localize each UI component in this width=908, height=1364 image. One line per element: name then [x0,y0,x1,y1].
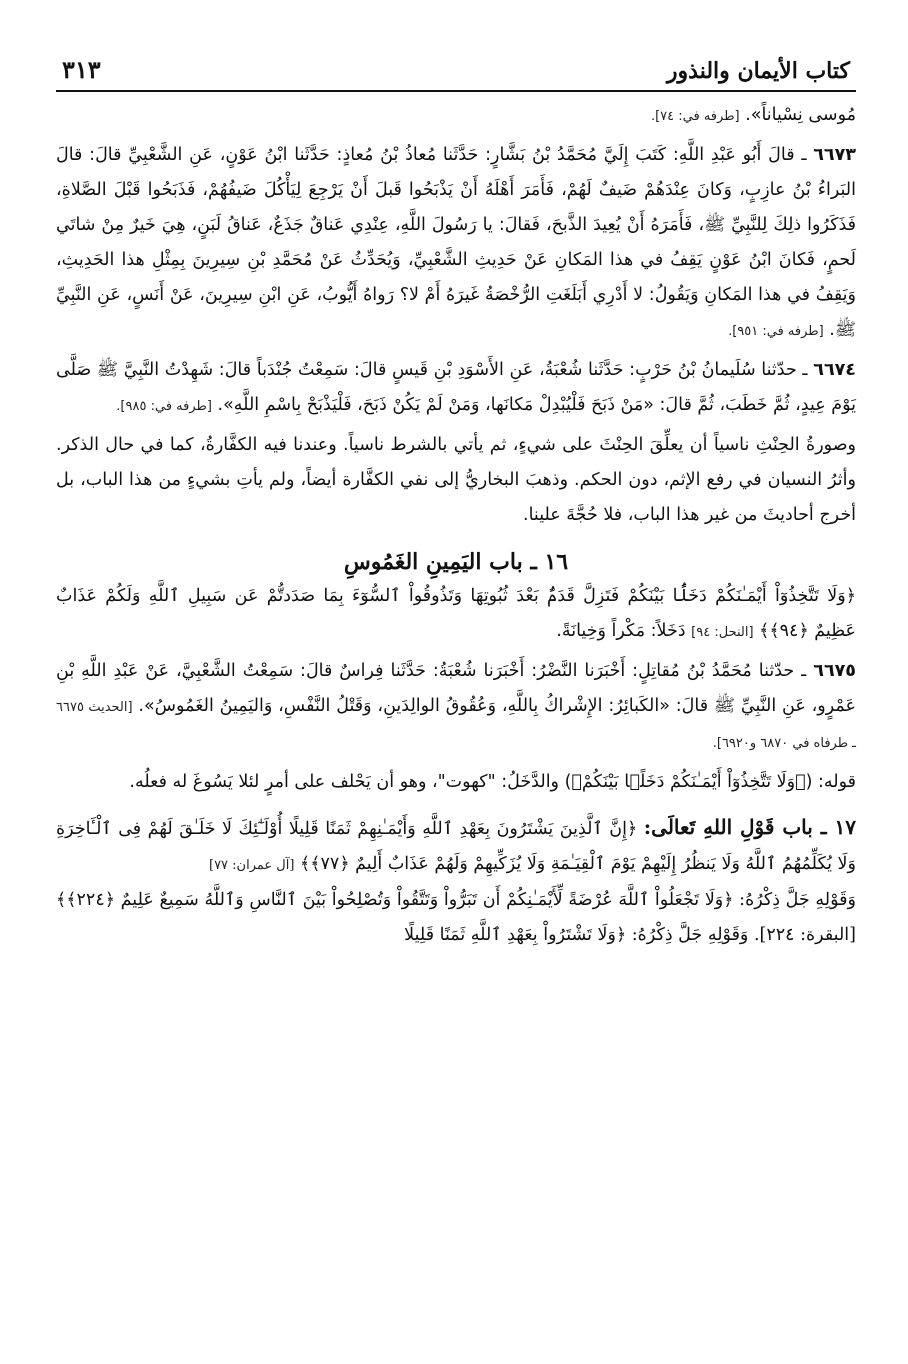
chapter-continuation [56,883,856,953]
page-header [56,40,856,92]
chapter-heading: ١٦ ـ باب اليَمِينِ الغَمُوسِ [343,549,569,575]
commentary-paragraph: قوله: (﴿وَلَا تَتَّخِذُوٓاْ أَيْمَـٰنَكُمْ دَخَلًۢا بَيْنَكُمْ﴾) والدَّخَلُ: "كهوت"، وهو أن يَحْلف على أمرٍ لئلا يَسُوغَ له فعلُه. [129,772,856,792]
commentary-paragraph: وصورةُ الحِنْثِ ناسياً أن يعلِّقَ الحِنْثَ على شيءٍ، ثم يأتي بالشرط ناسياً. وعندنا فيه الكفَّارةُ، كما في حال الذكر. وأثرُ النسيان في رفع الإثم، دون الحكم. وذهبَ البخاريُّ إلى نفي الكفَّارة أيضاً، ولم يأتِ بشيءٍ من هذا الباب، بل أخرج أحاديثَ من غير هذا الباب، فلا حُجَّةَ علينا. [56,435,856,525]
book-page [56,40,856,1350]
chapter-heading: ١٧ ـ باب قَوْلِ اللهِ تَعالَى: [643,815,856,839]
hadith-number: ٦٦٧٥ [813,661,856,681]
hadith-number: ٦٦٧٣ [813,145,856,165]
hadith-6675 [56,654,856,761]
cross-reference: [طرفه في: ٩٨٥]. [116,399,212,414]
quran-verse: ﴿وَلَا تَتَّخِذُوٓاْ أَيْمَـٰنَكُمْ دَخَلًۢا بَيْنَكُمْ فَتَزِلَّ قَدَمٌۢ بَعْدَ ثُبُوتِهَا وَتَذُوقُواْ ٱلسُّوٓءَ بِمَا صَدَدتُّمْ عَن سَبِيلِ ٱللَّهِ وَلَكُمْ عَذَابٌ عَظِيمٌ ﴿٩٤﴾﴾ [56,586,856,641]
verse-reference: [النحل: ٩٤] [691,625,754,640]
quran-verse-continuation: وَقَوْلِهِ جَلَّ ذِكْرُهُ: ﴿وَلَا تَجْعَلُواْ ٱللَّهَ عُرْضَةً لِّأَيْمَـٰنِكُمْ أَن تَبَرُّواْ وَتَتَّقُواْ وَتُصْلِحُواْ بَيْنَ ٱلنَّاسِ وَٱللَّهُ سَمِيعٌ عَلِيمٌ ﴿٢٢٤﴾﴾ [البقرة: ٢٢٤]. وَقَوْلِهِ جَلَّ ذِكْرُهُ: ﴿وَلَا تَشْتَرُواْ بِعَهْدِ ٱللَّهِ ثَمَنًا قَلِيلًا [56,890,856,945]
cross-reference: [طرفه في: ٧٤]. [650,109,740,124]
verse-reference: [آل عمران: ٧٧] [208,858,295,873]
continuation-text: مُوسى نِسْياناً». [745,105,856,125]
hadith-6674 [56,353,856,424]
page-number: ٣١٣ [62,55,101,84]
cross-reference: [طرفه في: ٩٥١]. [728,324,824,339]
hadith-text: ـ قالَ أَبُو عَبْدِ اللَّهِ: كَتَبَ إِلَيَّ مُحَمَّدُ بْنُ بَشَّارٍ: حَدَّثَنا مُعاذُ بْنُ مُعاذٍ: حَدَّثَنا ابْنُ عَوْنٍ، عَنِ الشَّعْبِيِّ قالَ: قالَ البَراءُ بْنُ عازِبٍ، وَكانَ عِنْدَهُمْ ضَيفٌ لَهُمْ، فَأَمَرَ أَهْلَهُ أَنْ يَذْبَحُوا قَبلَ أَنْ يَرْجِعَ لِيَأْكُلَ ضَيفُهُمْ، فَذَبَحُوا قَبْلَ الصَّلاةِ، فَذَكَرُوا ذلِكَ لِلنَّبِيِّ ﷺ، فَأَمَرَهُ أَنْ يُعِيدَ الذَّبحَ، فَقالَ: يا رَسُولَ اللَّهِ، عِنْدِي عَناقٌ جَذَعٌ، عَناقُ لَبَنٍ، هِيَ خَيرٌ مِنْ شاتَي لَحمٍ، فَكانَ ابْنُ عَوْنٍ يَقِفُ في هذا المَكانِ عَنْ حَدِيثِ الشَّعْبِيِّ، وَيُحَدِّثُ عَنْ مُحَمَّدِ بْنِ سِيرِينَ بِمِثْلِ هذا الحَدِيثِ، وَيَقِفُ في هذا المَكانِ وَيَقُولُ: لا أَدْرِي أَبَلَغَتِ الرُّخْصَةُ غَيرَهُ أَمْ لا؟ رَواهُ أَيُّوبُ، عَنِ ابْنِ سِيرِينَ، عَنْ أَنَسٍ، عَنِ النَّبِيِّ ﷺ. [56,145,856,340]
gloss-text: دَخَلاً: مَكْراً وَخِيانَةً. [556,621,686,641]
chapter-verse-block [56,579,856,650]
hadith-number: ٦٦٧٤ [813,360,856,380]
quran-verse: ﴿إِنَّ ٱلَّذِينَ يَشْتَرُونَ بِعَهْدِ ٱللَّهِ وَأَيْمَـٰنِهِمْ ثَمَنًا قَلِيلًا أُوْلَـٰٓئِكَ لَا خَلَـٰقَ لَهُمْ فِى ٱلْـَٔاخِرَةِ وَلَا يُكَلِّمُهُمُ ٱللَّهُ وَلَا يَنظُرُ إِلَيْهِمْ يَوْمَ ٱلْقِيَـٰمَةِ وَلَا يُزَكِّيهِمْ وَلَهُمْ عَذَابٌ أَلِيمٌ ﴿٧٧﴾﴾ [56,819,856,874]
hadith-text: ـ حدّثنا مُحَمَّدُ بْنُ مُقاتِلٍ: أَخْبَرَنا النَّضْرُ: أَخْبَرَنا شُعْبَةُ: حَدَّثَنا فِراسٌ قالَ: سَمِعْتُ الشَّعْبِيَّ، عَنْ عَبْدِ اللَّهِ بْنِ عَمْرٍو، عَنِ النَّبِيِّ ﷺ قالَ: «الكَبائِرُ: الإِشْراكُ بِاللَّهِ، وَعُقُوقُ الوالِدَينِ، وَقَتْلُ النَّفْسِ، وَاليَمِينُ الغَمُوسُ». [56,661,856,716]
hadith-text: ـ حدّثنا سُلَيمانُ بْنُ حَرْبٍ: حَدَّثَنا شُعْبَةُ، عَنِ الأَسْوَدِ بْنِ قَيسٍ قالَ: سَمِعْتُ جُنْدَباً قالَ: شَهِدْتُ النَّبِيَّ ﷺ صَلَّى يَوْمَ عِيدٍ، ثُمَّ خَطَبَ، ثُمَّ قالَ: «مَنْ ذَبَحَ فَلْيُبْدِلْ مَكانَها، وَمَنْ لَمْ يَكُنْ ذَبَحَ، فَلْيَذْبَحْ بِاسْمِ اللَّهِ». [56,360,856,415]
hadith-6673 [56,138,856,349]
chapter-17-block [56,810,856,883]
continuation-paragraph [56,98,856,134]
cross-reference: [الحديث ٦٦٧٥ ـ طرفاه في ٦٨٧٠ و٦٩٢٠]. [56,700,856,751]
book-title: كتاب الأيمان والنذور [666,58,850,84]
